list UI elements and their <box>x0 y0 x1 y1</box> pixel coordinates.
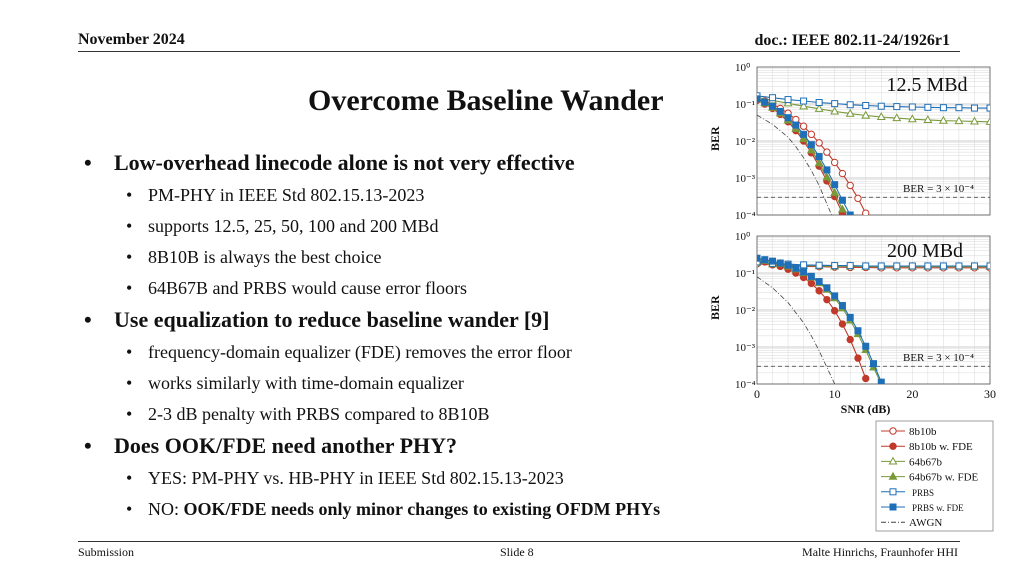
data-point <box>878 263 884 269</box>
legend-label: PRBS w. FDE <box>912 503 964 513</box>
data-point <box>801 262 807 268</box>
bullet-dot-icon: • <box>126 185 133 205</box>
data-point <box>824 285 830 291</box>
y-tick-label: 10⁻³ <box>735 173 756 185</box>
y-tick-label: 10⁰ <box>735 231 751 243</box>
data-point <box>816 100 822 106</box>
data-point <box>832 101 838 107</box>
data-point <box>847 263 853 269</box>
legend-label: 8b10b w. FDE <box>909 441 973 454</box>
panel-title: 200 MBd <box>886 240 964 262</box>
y-tick-label: 10⁻¹ <box>735 99 756 111</box>
footer-divider <box>78 541 960 542</box>
data-point <box>839 303 845 309</box>
data-point <box>956 105 962 111</box>
legend-label: PRBS <box>912 487 935 498</box>
data-point <box>816 288 822 294</box>
x-tick-label: 20 <box>906 387 919 401</box>
data-point <box>801 269 807 275</box>
y-tick-label: 10⁰ <box>735 62 751 74</box>
data-point <box>956 263 962 269</box>
footer-author: Malte Hinrichs, Fraunhofer HHI <box>802 545 958 559</box>
data-point <box>816 140 822 146</box>
legend-label: 64b67b w. FDE <box>909 471 979 484</box>
bullet-dot-icon: • <box>126 404 133 424</box>
bullet-dot-icon: • <box>84 150 92 175</box>
sub-bullet-text: YES: PM-PHY vs. HB-PHY in IEEE Std 802.15.13-2023 <box>148 468 564 488</box>
y-tick-label: 10⁻² <box>735 136 756 148</box>
data-point <box>762 99 768 105</box>
data-point <box>878 103 884 109</box>
data-point <box>987 105 993 111</box>
slide-title: Overcome Baseline Wander <box>308 84 664 117</box>
bullet-1-text: Low-overhead linecode alone is not very effective <box>114 150 575 175</box>
data-point <box>793 265 799 271</box>
data-point <box>831 159 837 165</box>
data-point <box>863 343 869 349</box>
data-point <box>925 104 931 110</box>
data-point <box>824 149 830 155</box>
data-point <box>847 102 853 108</box>
data-point <box>777 260 783 266</box>
data-point <box>824 296 830 302</box>
sub-bullet-text: 8B10B is always the best choice <box>148 247 382 267</box>
data-point <box>800 123 806 129</box>
data-point <box>808 280 814 286</box>
data-point <box>816 279 822 285</box>
data-point <box>855 195 861 201</box>
data-point <box>925 263 931 269</box>
legend-label: 64b67b <box>909 456 942 469</box>
data-point <box>816 262 822 268</box>
data-point <box>777 108 783 114</box>
data-point <box>785 115 791 121</box>
bullet-dot-icon: • <box>126 342 133 362</box>
data-point <box>863 375 869 381</box>
bullet-dot-icon: • <box>126 373 133 393</box>
threshold-annotation: BER = 3 × 10⁻⁴ <box>903 183 974 196</box>
data-point <box>940 105 946 111</box>
data-point <box>831 308 837 314</box>
data-point <box>847 182 853 188</box>
threshold-annotation: BER = 3 × 10⁻⁴ <box>903 352 974 365</box>
bullet-dot-icon: • <box>126 468 133 488</box>
data-point <box>847 212 853 218</box>
bullet-dot-icon: • <box>126 499 133 519</box>
data-point <box>770 103 776 109</box>
data-point <box>793 122 799 128</box>
legend-label: 8b10b <box>909 426 937 438</box>
data-point <box>847 314 853 320</box>
bullet-dot-icon: • <box>84 307 92 332</box>
data-point <box>847 336 853 342</box>
x-tick-label: 0 <box>754 387 760 401</box>
data-point <box>971 263 977 269</box>
bullet-3-text: Does OOK/FDE need another PHY? <box>114 433 458 458</box>
data-point <box>855 355 861 361</box>
panel-title: 12.5 MBd <box>886 74 968 96</box>
legend-marker <box>890 428 896 434</box>
data-point <box>801 131 807 137</box>
data-point <box>808 273 814 279</box>
sub-bullet-text: PM-PHY in IEEE Std 802.15.13-2023 <box>148 185 425 205</box>
data-point <box>754 255 760 261</box>
bullet-dot-icon: • <box>126 278 133 298</box>
x-axis-label: SNR (dB) <box>840 402 891 416</box>
data-point <box>839 321 845 327</box>
y-axis-label: BER <box>708 126 722 151</box>
y-axis-label: BER <box>708 295 722 320</box>
y-tick-label: 10⁻² <box>735 305 756 317</box>
data-point <box>785 97 791 103</box>
y-tick-label: 10⁻⁴ <box>735 379 756 391</box>
data-point <box>909 104 915 110</box>
data-point <box>770 95 776 101</box>
y-tick-label: 10⁻³ <box>735 342 756 354</box>
bullet-dot-icon: • <box>84 433 92 458</box>
data-point <box>863 263 869 269</box>
sub-bullet-text: 64B67B and PRBS would cause error floors <box>148 278 467 298</box>
data-point <box>762 257 768 263</box>
data-point <box>808 131 814 137</box>
footer-slide-number: Slide 8 <box>500 545 534 559</box>
data-point <box>971 105 977 111</box>
data-point <box>770 258 776 264</box>
ber-panel-1 <box>708 62 994 222</box>
sub-bullet-text: 2-3 dB penalty with PRBS compared to 8B10B <box>148 404 490 424</box>
y-tick-label: 10⁻⁴ <box>735 210 756 222</box>
data-point <box>863 102 869 108</box>
legend-marker <box>890 504 896 510</box>
data-point <box>785 262 791 268</box>
data-point <box>832 263 838 269</box>
data-point <box>894 104 900 110</box>
data-point <box>808 142 814 148</box>
legend-marker <box>890 489 896 495</box>
bullet-dot-icon: • <box>126 247 133 267</box>
sub-bullet-bold-text: OOK/FDE needs only minor changes to existing OFDM PHYs <box>183 499 661 519</box>
bullet-dot-icon: • <box>126 216 133 236</box>
footer-submission: Submission <box>78 545 135 559</box>
legend-label: AWGN <box>909 517 943 530</box>
data-point <box>909 263 915 269</box>
ber-panel-2 <box>708 231 996 416</box>
legend-marker <box>890 443 896 449</box>
data-point <box>824 167 830 173</box>
data-point <box>839 170 845 176</box>
header-doc-id: doc.: IEEE 802.11-24/1926r1 <box>754 32 950 49</box>
data-point <box>894 263 900 269</box>
sub-bullet-text: works similarly with time-domain equalizer <box>148 373 464 393</box>
bullet-2-text: Use equalization to reduce baseline wander [9] <box>114 307 550 332</box>
data-point <box>871 361 877 367</box>
sub-bullet-text: frequency-domain equalizer (FDE) removes the error floor <box>148 342 572 362</box>
sub-bullet-text: supports 12.5, 25, 50, 100 and 200 MBd <box>148 216 439 236</box>
sub-bullet-prefix: NO: <box>148 499 184 519</box>
x-tick-label: 10 <box>828 387 841 401</box>
data-point <box>832 182 838 188</box>
data-point <box>816 154 822 160</box>
header-date: November 2024 <box>78 31 185 48</box>
data-point <box>801 98 807 104</box>
chart-legend <box>876 421 993 531</box>
y-tick-label: 10⁻¹ <box>735 268 756 280</box>
data-point <box>839 197 845 203</box>
x-tick-label: 30 <box>984 387 996 401</box>
data-point <box>832 293 838 299</box>
data-point <box>940 263 946 269</box>
data-point <box>855 328 861 334</box>
data-point <box>987 263 993 269</box>
